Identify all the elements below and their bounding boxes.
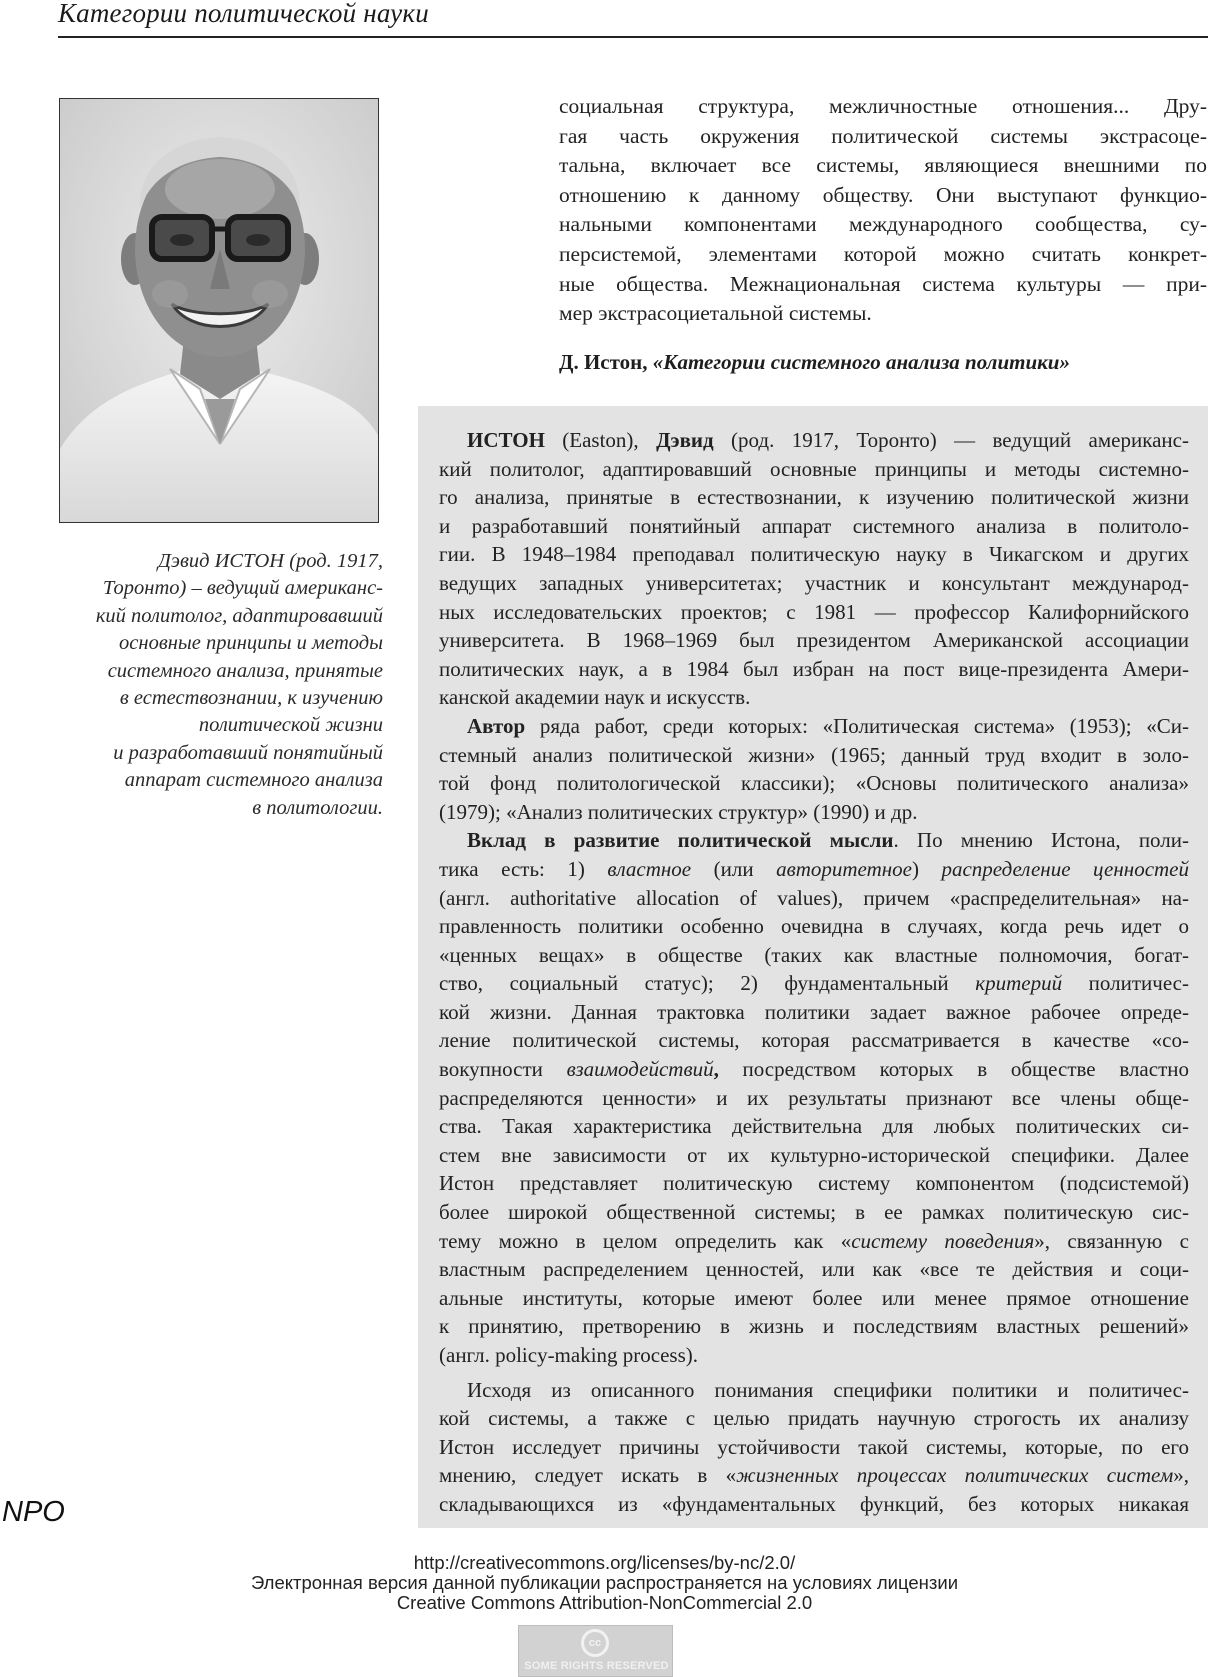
bio-line xyxy=(439,1055,1189,1084)
bio-line xyxy=(439,426,1189,455)
bio-text-span: посредством которых в обществе властно xyxy=(718,1057,1189,1082)
bio-italic: властное xyxy=(607,856,692,881)
quote-source xyxy=(559,350,1207,375)
caption-line: Дэвид ИСТОН (род. 1917, xyxy=(157,550,383,572)
bio-line: канской академии наук и искусств. xyxy=(439,685,751,710)
license-line: Creative Commons Attribution-NonCommercial 2.0 xyxy=(396,1592,813,1613)
source-title: «Категории системного анализа политики» xyxy=(652,350,1070,374)
bio-first-name: Дэвид xyxy=(656,428,714,452)
bio-line xyxy=(439,855,1189,884)
bio-text-span: », xyxy=(1173,1463,1190,1488)
bio-text-span: политичес- xyxy=(1062,971,1189,996)
cc-badge[interactable] xyxy=(518,1625,673,1677)
bio-line: кой жизни. Данная трактовка политики задает важное рабочее опреде- xyxy=(439,999,1189,1024)
bio-italic: систему поведения xyxy=(851,1228,1035,1253)
caption-line: в естествознании, к изучению xyxy=(119,687,383,710)
bio-line: ных исследовательских проектов; с 1981 — профессор Калифорнийского xyxy=(439,599,1189,624)
bio-text-span: вокупности xyxy=(439,1057,567,1082)
caption-line: системного анализа, принятые xyxy=(107,659,383,682)
caption-line: основные принципы и методы xyxy=(119,632,383,655)
bio-line: к принятию, претворению в жизнь и последствиям властных решений» xyxy=(439,1314,1189,1339)
bio-line: альные институты, которые имеют более или менее прямое отношение xyxy=(439,1285,1189,1310)
bio-line xyxy=(439,969,1189,998)
bio-line: ведущих западных университетах; участник и консультант международ- xyxy=(439,570,1189,595)
bio-name: ИСТОН xyxy=(467,428,545,452)
bio-line: правленность политики особенно очевидна в случаях, когда речь идет о xyxy=(439,914,1189,939)
bio-line: гии. В 1948–1984 преподавал политическую науку в Чикагском и других xyxy=(439,542,1189,567)
bio-line: стем вне зависимости от их культурно-исторической специфики. Далее xyxy=(439,1142,1189,1167)
bio-text-span: (или xyxy=(691,856,777,881)
caption-line: политической жизни xyxy=(198,714,383,737)
bio-line xyxy=(439,826,1189,855)
caption-line: Торонто) – ведущий американс- xyxy=(102,577,383,600)
bio-text-span: (Easton), xyxy=(544,428,657,452)
bio-line xyxy=(439,1227,1189,1256)
bio-bold-comma: , xyxy=(713,1057,719,1082)
bio-line: (1979); «Анализ политических структур» (1990) и др. xyxy=(439,799,918,824)
bio-line: ства. Такая характеристика действительна для любых политических си- xyxy=(439,1114,1189,1139)
caption-line: в политологии. xyxy=(252,796,383,819)
bio-line: ление политической системы, которая рассматривается в качестве «со- xyxy=(439,1028,1189,1053)
cc-icon: cc xyxy=(581,1629,609,1657)
running-head-title: Категории политической науки xyxy=(58,0,429,28)
bio-line: властным распределением ценностей, или как «все те действия и соци- xyxy=(439,1257,1189,1282)
bio-text-span: (род. 1917, Торонто) — ведущий американс- xyxy=(713,428,1189,452)
bio-text-span: », связанную с xyxy=(1034,1228,1190,1253)
bio-text-span: тика есть: 1) xyxy=(439,856,608,881)
bio-line: стемный анализ политической жизни» (1965; данный труд входит в золо- xyxy=(439,742,1189,767)
quote-line: социальная структура, межличностные отношения... Дру- xyxy=(559,94,1207,118)
quote-line: гая часть окружения политической системы экстрасоце- xyxy=(559,123,1207,148)
biography-text xyxy=(439,426,1189,1519)
bio-line: Истон исследует причины устойчивости такой системы, которые, по его xyxy=(439,1434,1189,1459)
quote-line: мер экстрасоциетальной системы. xyxy=(559,301,872,326)
caption-line: и разработавший понятийный xyxy=(113,741,383,764)
bio-line: кой системы, а также с целью придать научную строгость их анализу xyxy=(439,1406,1189,1431)
license-url[interactable]: http://creativecommons.org/licenses/by-nc/2.0/ xyxy=(413,1552,796,1573)
caption-line: кий политолог, адаптировавший xyxy=(95,604,383,627)
bio-line: (англ. authoritative allocation of values), причем «распределительная» на- xyxy=(439,885,1189,910)
license-footer xyxy=(0,1553,1209,1613)
bio-italic: жизненных процессах политических систем xyxy=(736,1463,1174,1488)
bio-contribution-label: Вклад в развитие политической мысли xyxy=(467,828,894,853)
bio-text-span: мнению, следует искать в « xyxy=(439,1463,737,1488)
portrait-photo xyxy=(59,98,379,523)
quote-line: тальна, включает все системы, являющиеся внешними по xyxy=(559,153,1207,178)
quote-line: ные общества. Межнациональная система культуры — при- xyxy=(559,271,1207,296)
bio-italic: взаимодействий xyxy=(566,1057,714,1082)
bio-line: (англ. policy-making process). xyxy=(439,1343,699,1367)
bio-line: кий политолог, адаптировавший основные принципы и методы системно- xyxy=(439,456,1189,481)
bio-italic: распределение ценностей xyxy=(941,856,1190,881)
bio-italic: авторитетное xyxy=(776,856,912,881)
bio-line: и разработавший понятийный аппарат системного анализа в политоло- xyxy=(439,513,1189,538)
quote-line: нальными компонентами международного сообщества, су- xyxy=(559,212,1207,237)
license-line: Электронная версия данной публикации распространяется на условиях лицензии xyxy=(250,1572,959,1593)
bio-line: той фонд политологической классики); «Основы политического анализа» xyxy=(439,771,1189,796)
bio-text-span: . По мнению Истона, поли- xyxy=(893,828,1189,853)
running-head xyxy=(58,0,1208,38)
bio-line xyxy=(439,1461,1189,1490)
bio-line: университета. В 1968–1969 был президентом Американской ассоциации xyxy=(439,628,1189,653)
bio-text-span: тему можно в целом определить как « xyxy=(439,1228,852,1253)
quote-line: персистемой, элементами которой можно считать конкрет- xyxy=(559,241,1207,266)
bio-line: политических наук, а в 1984 был избран на пост вице-президента Амери- xyxy=(439,656,1189,681)
bio-italic: критерий xyxy=(975,971,1063,996)
source-author: Д. Истон, xyxy=(559,350,653,374)
quote-text xyxy=(559,92,1207,329)
quote-line: отношению к данному обществу. Они выступают функцио- xyxy=(559,182,1207,207)
portrait-illustration xyxy=(60,99,379,523)
bio-line: «ценных вещах» в обществе (таких как властные полномочия, богат- xyxy=(439,942,1189,967)
bio-text-span: ство, социальный статус); 2) фундаментальный xyxy=(439,971,976,996)
bio-line: распределяются ценности» и их результаты признают все члены обще- xyxy=(439,1085,1189,1110)
bio-line: складывающихся из «фундаментальных функций, без которых никакая xyxy=(439,1491,1189,1516)
caption-line: аппарат системного анализа xyxy=(124,769,383,792)
bio-line: го анализа, принятые в естествознании, к изучению политической жизни xyxy=(439,485,1189,510)
bio-text-span: ) xyxy=(911,856,942,881)
bio-line: Исходя из описанного понимания специфики политики и политичес- xyxy=(467,1377,1189,1402)
margin-mark: NPO xyxy=(2,1496,65,1528)
cc-badge-text: SOME RIGHTS RESERVED xyxy=(524,1660,669,1672)
bio-line: более широкой общественной системы; в ее рамках политическую сис- xyxy=(439,1200,1189,1225)
bio-line: Истон представляет политическую систему компонентом (подсистемой) xyxy=(439,1171,1189,1196)
bio-author-label: Автор xyxy=(467,713,526,738)
photo-caption xyxy=(58,548,383,822)
bio-line xyxy=(439,712,1189,741)
bio-text-span: ряда работ, среди которых: «Политическая система» (1953); «Си- xyxy=(525,713,1189,738)
